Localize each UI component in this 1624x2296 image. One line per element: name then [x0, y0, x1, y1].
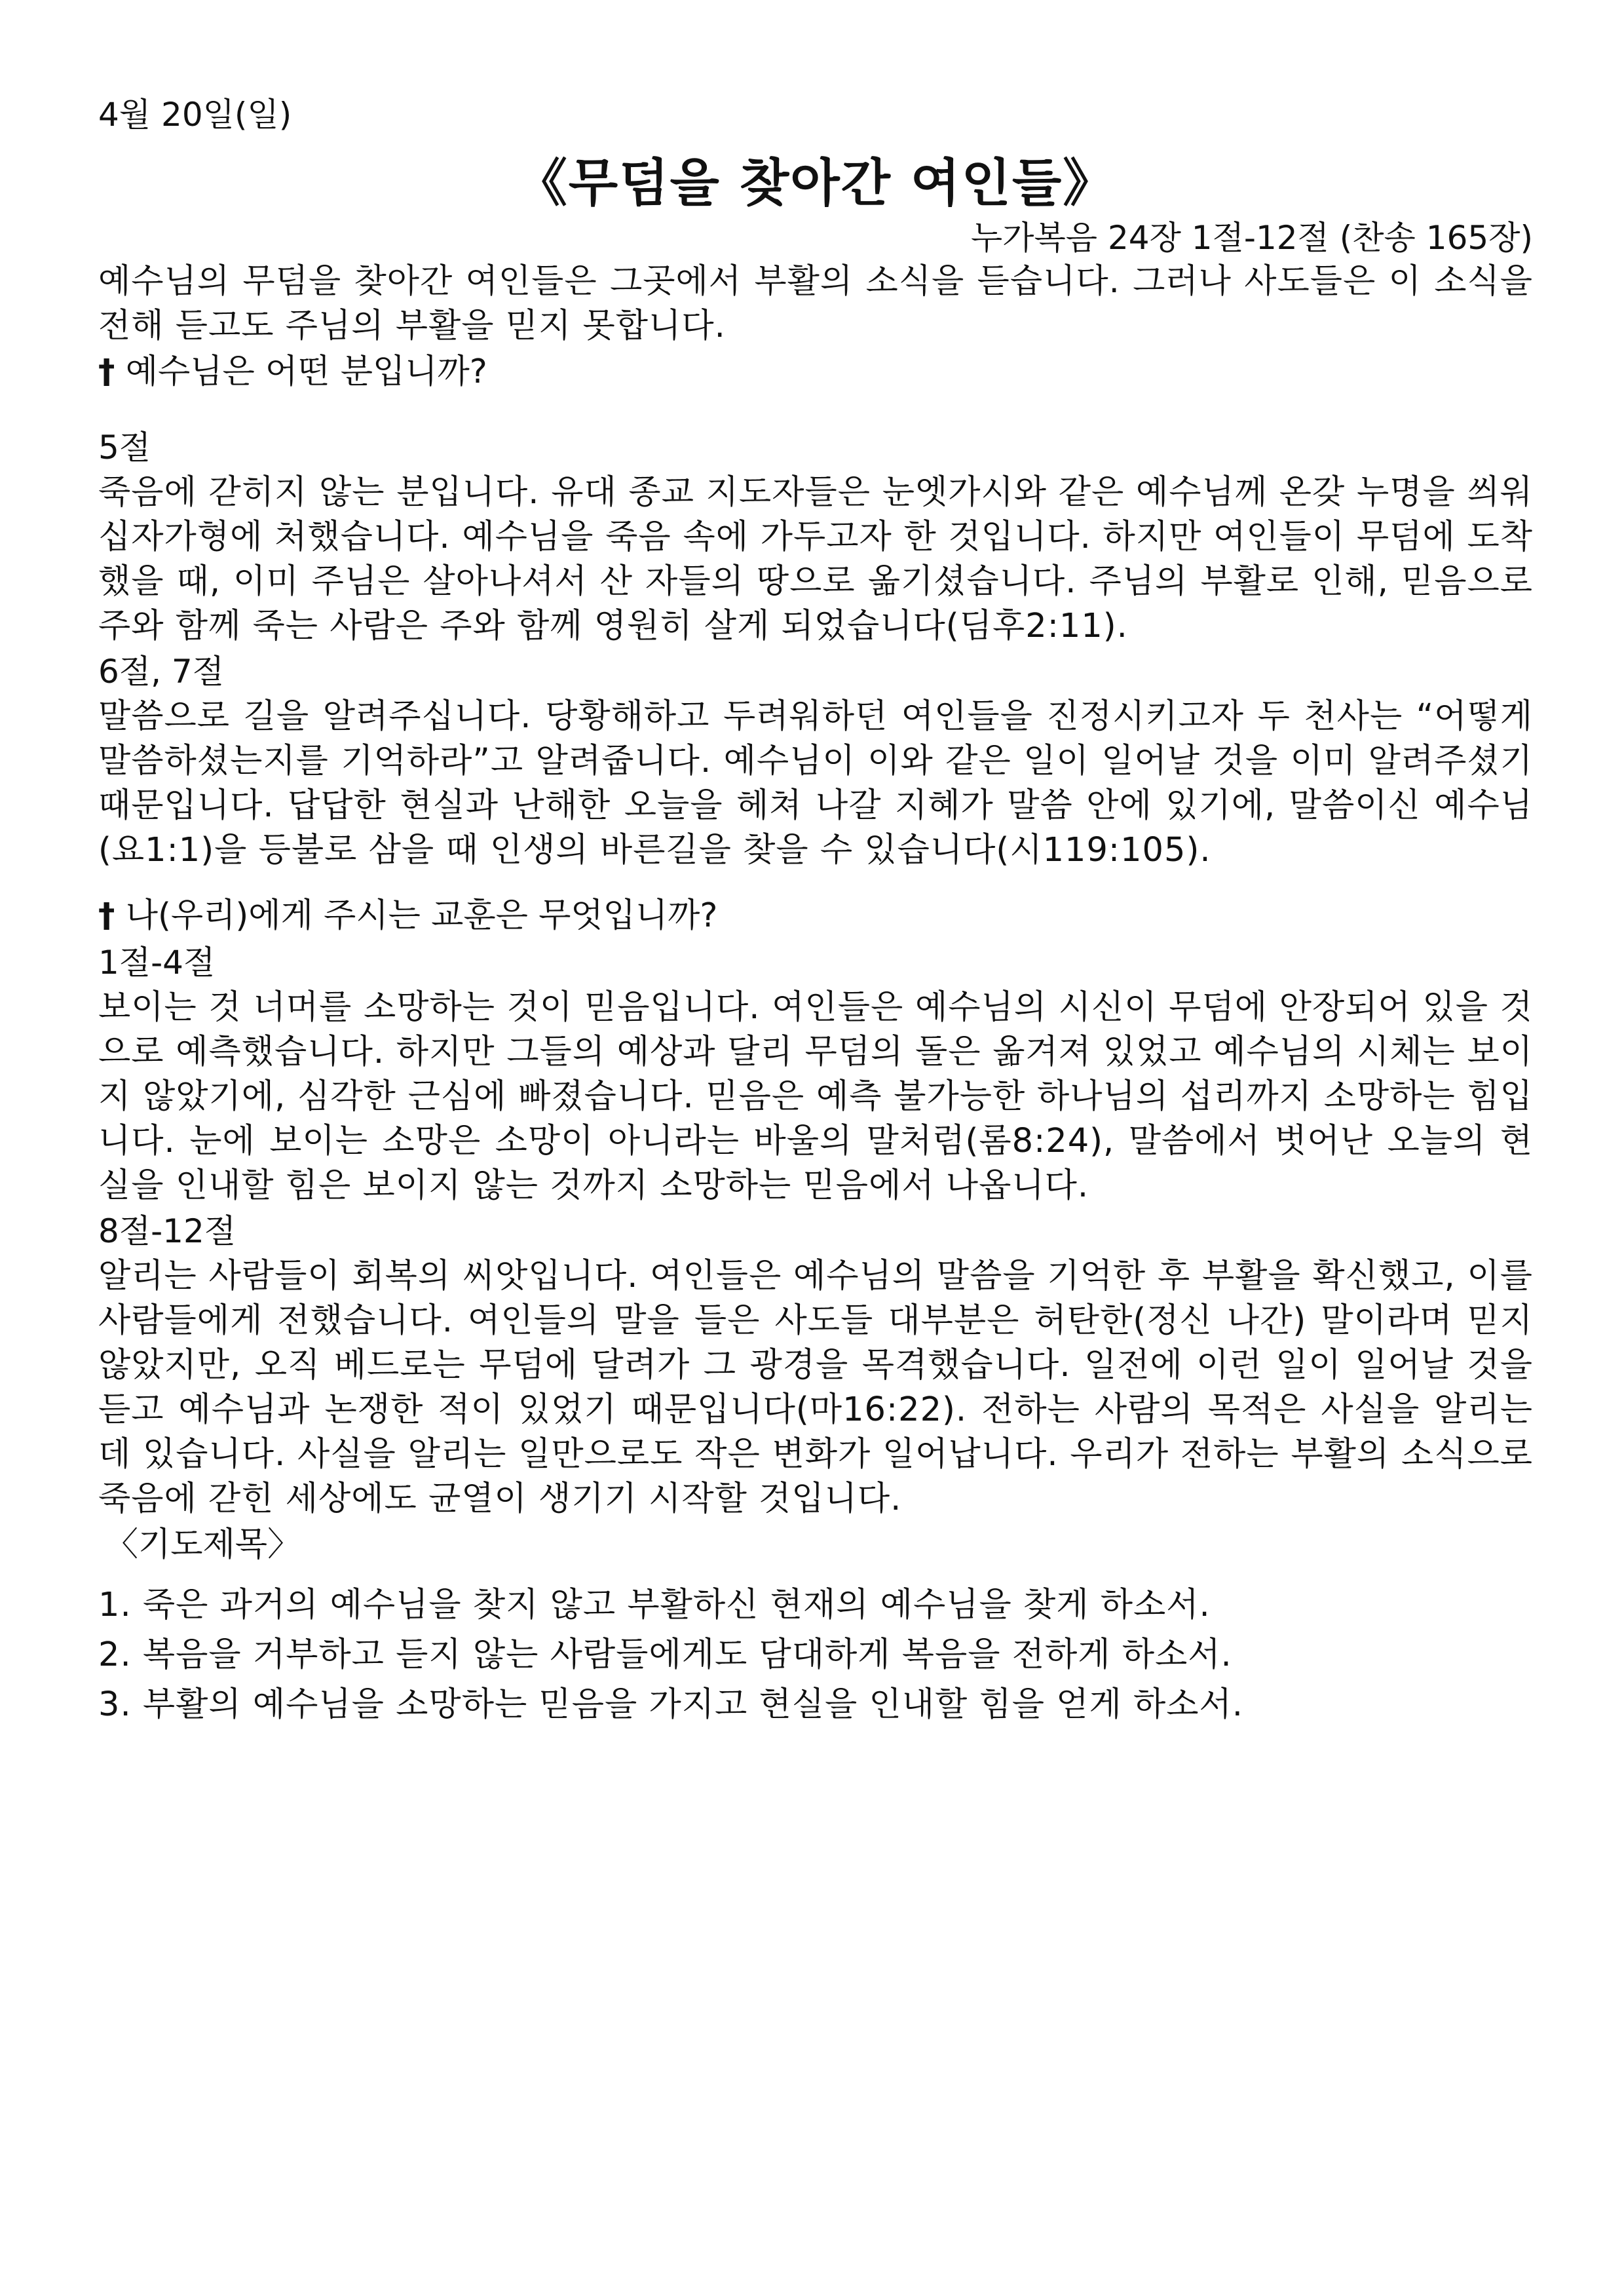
prayer-item: 1. 죽은 과거의 예수님을 찾지 않고 부활하신 현재의 예수님을 찾게 하소서.	[98, 1586, 1211, 1624]
prayer-title: 〈기도제목〉	[105, 1525, 301, 1564]
prayer-list	[98, 1580, 1533, 1730]
section-heading-text: 예수님은 어떤 분입니까?	[125, 353, 487, 391]
cross-icon: †	[98, 896, 115, 935]
page-title: 《무덤을 찾아간 여인들》	[516, 154, 1116, 213]
section-heading-text: 나(우리)에게 주시는 교훈은 무엇입니까?	[125, 896, 718, 935]
verse-label: 5절	[98, 429, 151, 467]
date: 4월 20일(일)	[98, 96, 292, 134]
verse-paragraph: 보이는 것 너머를 소망하는 것이 믿음입니다. 여인들은 예수님의 시신이 무덤에 안장되어 있을 것으로 예측했습니다. 하지만 그들의 예상과 달리 무덤의 돌은 옮겨져 있었고 예수님의 시체는 보이지 않았기에, 심각한 근심에 빠졌습니다. 믿음은 예측 불가능한 하나님의 섭리까지 소망하는 힘입니다. 눈에 보이는 소망은 소망이 아니라는 바울의 말처럼(롬8:24), 말씀에서 벗어난 오늘의 현실을 인내할 힘은 보이지 않는 것까지 소망하는 믿음에서 나옵니다.	[98, 988, 1533, 1205]
intro-paragraph: 예수님의 무덤을 찾아간 여인들은 그곳에서 부활의 소식을 듣습니다. 그러나 사도들은 이 소식을 전해 듣고도 주님의 부활을 믿지 못합니다.	[98, 262, 1533, 345]
prayer-item: 2. 복음을 거부하고 듣지 않는 사람들에게도 담대하게 복음을 전하게 하소서.	[98, 1636, 1232, 1674]
verse-label: 1절-4절	[98, 944, 216, 982]
cross-icon: †	[98, 353, 115, 391]
verse-label: 8절-12절	[98, 1212, 236, 1250]
section-heading-who-is-jesus	[98, 349, 1533, 396]
verse-label: 6절, 7절	[98, 653, 225, 691]
section-heading-lesson	[98, 892, 1533, 940]
scripture-reference: 누가복음 24장 1절-12절 (찬송 165장)	[970, 219, 1533, 257]
verse-paragraph: 말씀으로 길을 알려주십니다. 당황해하고 두려워하던 여인들을 진정시키고자 두 천사는 “어떻게 말씀하셨는지를 기억하라”고 알려줍니다. 예수님이 이와 같은 일이 일어날 것을 이미 알려주셨기 때문입니다. 답답한 현실과 난해한 오늘을 헤쳐 나갈 지혜가 말씀 안에 있기에, 말씀이신 예수님(요1:1)을 등불로 삼을 때 인생의 바른길을 찾을 수 있습니다(시119:105).	[98, 697, 1533, 870]
prayer-item: 3. 부활의 예수님을 소망하는 믿음을 가지고 현실을 인내할 힘을 얻게 하소서.	[98, 1685, 1243, 1724]
verse-paragraph: 죽음에 갇히지 않는 분입니다. 유대 종교 지도자들은 눈엣가시와 같은 예수님께 온갖 누명을 씌워 십자가형에 처했습니다. 예수님을 죽음 속에 가두고자 한 것입니다. 하지만 여인들이 무덤에 도착했을 때, 이미 주님은 살아나셔서 산 자들의 땅으로 옮기셨습니다. 주님의 부활로 인해, 믿음으로 주와 함께 죽는 사람은 주와 함께 영원히 살게 되었습니다(딤후2:11).	[98, 473, 1533, 645]
verse-paragraph: 알리는 사람들이 회복의 씨앗입니다. 여인들은 예수님의 말씀을 기억한 후 부활을 확신했고, 이를 사람들에게 전했습니다. 여인들의 말을 들은 사도들 대부분은 허탄한(정신 나간) 말이라며 믿지 않았지만, 오직 베드로는 무덤에 달려가 그 광경을 목격했습니다. 일전에 이런 일이 일어날 것을 듣고 예수님과 논쟁한 적이 있었기 때문입니다(마16:22). 전하는 사람의 목적은 사실을 알리는 데 있습니다. 사실을 알리는 일만으로도 작은 변화가 일어납니다. 우리가 전하는 부활의 소식으로 죽음에 갇힌 세상에도 균열이 생기기 시작할 것입니다.	[98, 1257, 1533, 1518]
devotional-page	[98, 92, 1533, 1730]
